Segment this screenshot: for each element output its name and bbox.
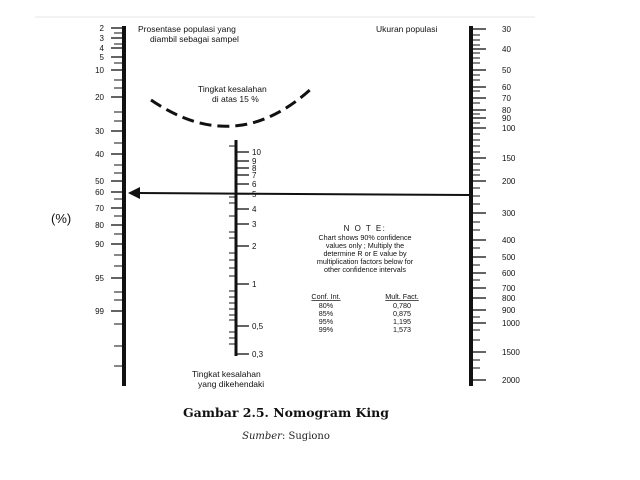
middle-scale-tick-label: 0,5 <box>252 322 264 331</box>
right-scale-tick-label: 30 <box>502 25 511 34</box>
middle-scale-major-ticks <box>236 152 249 354</box>
right-scale-tick-label: 800 <box>502 294 516 303</box>
left-scale-tick-label: 60 <box>95 188 104 197</box>
middle-scale-tick-label: 3 <box>252 220 257 229</box>
right-scale-tick-label: 40 <box>502 45 511 54</box>
middle-scale-tick-label: 9 <box>252 157 257 166</box>
left-scale-title-line2: diambil sebagai sampel <box>150 34 239 44</box>
right-scale-tick-label: 1000 <box>502 319 520 328</box>
right-scale-tick-label: 50 <box>502 66 511 75</box>
note-row-conf: 95% <box>318 317 334 326</box>
figure-caption: Gambar 2.5. Nomogram King <box>183 405 389 420</box>
left-scale-tick-labels <box>95 24 104 316</box>
source-value: : Sugiono <box>281 431 330 442</box>
note-row-mult: 1,573 <box>393 325 411 334</box>
middle-scale-tick-label: 8 <box>252 164 257 173</box>
note-line-1: Chart shows 90% confidence <box>318 233 412 242</box>
left-scale-tick-label: 10 <box>95 66 104 75</box>
note-row-mult: 1,195 <box>393 317 411 326</box>
right-scale-tick-label: 2000 <box>502 376 520 385</box>
left-scale-tick-label: 3 <box>99 34 104 43</box>
example-arrow-head <box>128 187 140 199</box>
right-scale-tick-label: 300 <box>502 209 516 218</box>
middle-scale-tick-label: 1 <box>252 280 257 289</box>
middle-scale-tick-label: 10 <box>252 148 261 157</box>
right-scale-tick-label: 90 <box>502 114 511 123</box>
right-scale-tick-label: 200 <box>502 177 516 186</box>
right-scale-tick-label: 700 <box>502 284 516 293</box>
right-scale-tick-label: 150 <box>502 154 516 163</box>
right-scale-tick-label: 100 <box>502 124 516 133</box>
curve-label-line1: Tingkat kesalahan <box>198 84 267 94</box>
note-row-conf: 85% <box>318 309 334 318</box>
note-line-3: determine R or E value by <box>323 249 407 258</box>
right-scale-tick-label: 60 <box>502 83 511 92</box>
right-scale-tick-label: 900 <box>502 306 516 315</box>
source-label: Sumber <box>242 431 282 442</box>
left-scale-tick-label: 70 <box>95 204 104 213</box>
middle-bottom-label-line1: Tingkat kesalahan <box>192 369 261 379</box>
right-scale-title: Ukuran populasi <box>376 24 438 34</box>
note-row-mult: 0,780 <box>393 301 411 310</box>
curve-label-line2: di atas 15 % <box>212 94 259 104</box>
note-heading: N O T E: <box>343 224 387 233</box>
middle-bottom-label-line2: yang dikehendaki <box>198 379 265 389</box>
left-scale-tick-label: 80 <box>95 221 104 230</box>
note-col1-header: Conf. Int. <box>311 292 341 301</box>
left-scale-tick-label: 50 <box>95 177 104 186</box>
right-scale-tick-labels <box>502 25 520 385</box>
note-row-mult: 0,875 <box>393 309 411 318</box>
middle-scale-tick-label: 2 <box>252 242 257 251</box>
left-scale-tick-label: 99 <box>95 307 104 316</box>
left-scale-tick-label: 30 <box>95 127 104 136</box>
right-scale-tick-label: 80 <box>502 106 511 115</box>
note-line-4: multiplication factors below for <box>316 257 414 266</box>
right-scale-tick-label: 1500 <box>502 348 520 357</box>
left-scale-tick-label: 95 <box>95 274 104 283</box>
percent-unit-label: (%) <box>51 211 72 226</box>
right-scale-tick-label: 500 <box>502 253 516 262</box>
note-col2-header: Mult. Fact. <box>385 292 419 301</box>
left-scale-tick-label: 2 <box>99 24 104 33</box>
note-row-conf: 80% <box>318 301 334 310</box>
middle-scale-tick-labels <box>252 148 264 359</box>
middle-scale-tick-label: 4 <box>252 205 257 214</box>
middle-scale-tick-label: 0,3 <box>252 350 264 359</box>
right-scale-tick-label: 400 <box>502 236 516 245</box>
note-row-conf: 99% <box>318 325 334 334</box>
left-scale-tick-label: 20 <box>95 93 104 102</box>
left-scale-tick-label: 40 <box>95 150 104 159</box>
middle-scale-tick-label: 6 <box>252 180 257 189</box>
left-scale-title-line1: Prosentase populasi yang <box>138 24 236 34</box>
left-scale-tick-label: 4 <box>99 44 104 53</box>
example-arrow-line <box>138 193 469 195</box>
left-scale-tick-label: 5 <box>99 53 104 62</box>
figure-source <box>242 431 330 442</box>
middle-scale-tick-label: 7 <box>252 171 257 180</box>
note-line-2: values only ; Multiply the <box>325 241 405 250</box>
right-scale-tick-label: 70 <box>502 94 511 103</box>
right-scale-tick-label: 600 <box>502 269 516 278</box>
left-scale-tick-label: 90 <box>95 240 104 249</box>
note-line-5: other confidence intervals <box>324 265 406 274</box>
